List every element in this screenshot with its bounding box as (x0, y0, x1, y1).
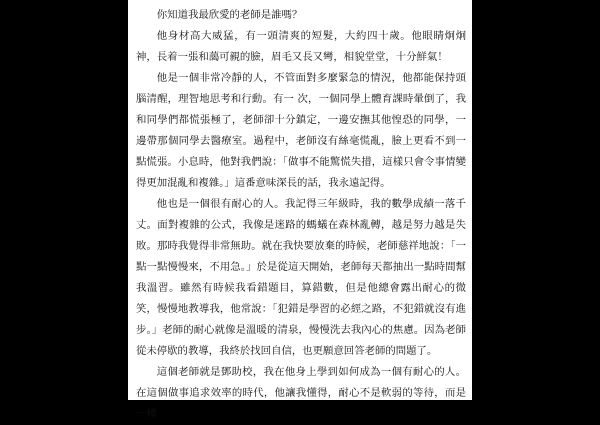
paragraph-patience: 他也是一個很有耐心的人。我記得三年級時，我的數學成績一落千丈。面對複雜的公式，我像是迷路的螞蟻在森林亂轉，越是努力越是失敗。那時我覺得非常無助。就在我快要放棄的時候，老師慈祥地說：「一點一點慢慢來，不用急。」於是從這天開始，老師每天都抽出一點時間幫我溫習。雖然有時候我看錯題目，算錯數，但是他總會露出耐心的微笑，慢慢地教導我，他常說：「犯錯是學習的必經之路，不犯錯就沒有進步。」老師的耐心就像是溫暖的清泉，慢慢洗去我內心的焦慮。因為老師從未停歇的教導，我終於找回自信，也更願意回答老師的問題了。 (136, 198, 466, 357)
essay-body (136, 5, 466, 425)
paragraph-calm: 他是一個非常冷靜的人，不管面對多麼緊急的情況，他都能保持頭腦清醒，理智地思考和行動。有一 次，一個同學上體育課時暈倒了，我和同學們都慌張極了，老師卻十分鎮定，一邊安撫其他惶恐的同學，一邊帶那個同學去醫療室。過程中，老師沒有絲毫慌亂，臉上更看不到一點慌張。小息時，他對我們說：「做事不能驚慌失措，這樣只會令事情變得更加混亂和複雜。」這番意味深長的話，我永遠記得。 (136, 72, 466, 189)
paragraph-intro: 你知道我最欣愛的老師是誰嗎？ (156, 9, 303, 21)
paragraph-conclusion: 這個老師就是鄧助校，我在他身上學到如何成為一個有耐心的人。在這個做事追求效率的時代，他讓我懂得，耐心不是軟弱的等待，而是一種 (136, 366, 466, 420)
document-page (128, 0, 472, 420)
paragraph-appearance: 他身材高大威猛，有一頭清爽的短髮，大約四十歲。他眼睛炯炯神，長着一張和藹可親的臉，眉毛又長又彎，相貌堂堂，十分鮮氣！ (136, 30, 466, 63)
